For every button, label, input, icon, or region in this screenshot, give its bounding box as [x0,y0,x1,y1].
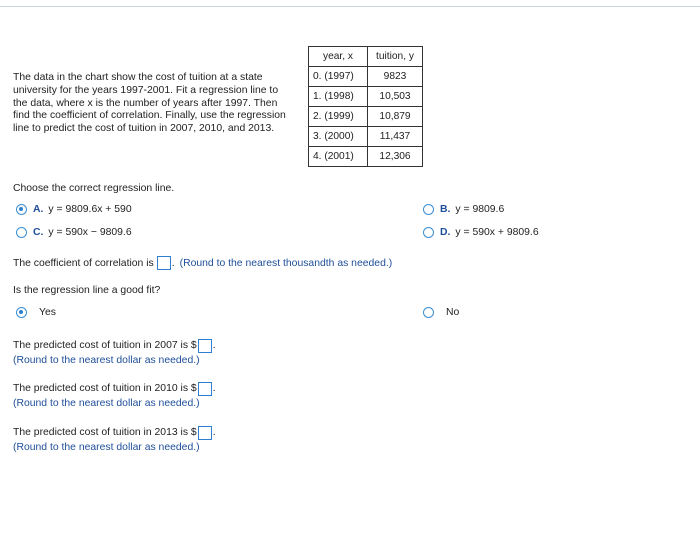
table-cell: 2. (1999) [309,107,368,127]
problem-line: university for the years 1997-2001. Fit a regression line to [13,84,279,96]
problem-line: The data in the chart show the cost of tuition at a state [13,72,263,83]
table-row [309,87,423,107]
option-letter: B. [440,204,451,215]
option-letter: A. [33,204,44,215]
period-text: . [171,257,175,269]
prediction-hint: (Round to the nearest dollar as needed.) [13,398,200,409]
table-cell: 4. (2001) [309,147,368,167]
tuition-data-table [308,46,423,167]
radio-icon[interactable] [423,227,434,238]
table-cell: 1. (1998) [309,87,368,107]
goodfit-yes-option[interactable] [16,307,56,318]
top-divider [0,6,700,7]
prediction-2007-input[interactable] [198,339,212,353]
prediction-label: The predicted cost of tuition in 2007 is $ [13,340,197,351]
radio-icon[interactable] [16,227,27,238]
period-text: . [212,383,216,394]
table-cell: 0. (1997) [309,67,368,87]
header-tuition: tuition, y [368,47,423,67]
option-letter: C. [33,227,44,238]
radio-selected-icon[interactable] [16,204,27,215]
option-text: y = 9809.6x + 590 [48,204,132,215]
option-text: y = 590x + 9809.6 [455,227,539,238]
option-c[interactable] [16,227,132,238]
radio-icon[interactable] [423,307,434,318]
period-text: . [212,340,216,351]
option-letter: D. [440,227,451,238]
correlation-input[interactable] [157,256,171,270]
table-row [309,67,423,87]
no-label: No [446,307,460,318]
option-d[interactable] [423,227,539,238]
table-row [309,107,423,127]
prediction-2013 [13,425,216,455]
correlation-hint: (Round to the nearest thousandth as needed.) [179,257,393,269]
problem-line: line to predict the cost of tuition in 2007, 2010, and 2013. [13,123,275,135]
period-text: . [212,427,216,438]
goodfit-no-option[interactable] [423,307,459,318]
problem-line: the data, where x is the number of years after 1997. Then [13,97,278,109]
prediction-2010 [13,381,216,411]
prediction-hint: (Round to the nearest dollar as needed.) [13,442,200,453]
option-a[interactable] [16,204,132,215]
table-cell: 12,306 [368,147,423,167]
table-cell: 10,879 [368,107,423,127]
table-cell: 9823 [368,67,423,87]
option-text: y = 590x − 9809.6 [48,227,132,238]
prediction-2007 [13,338,216,368]
table-cell: 3. (2000) [309,127,368,147]
table-row [309,147,423,167]
goodfit-question: Is the regression line a good fit? [13,285,161,296]
table-row [309,127,423,147]
table-cell: 11,437 [368,127,423,147]
prediction-hint: (Round to the nearest dollar as needed.) [13,355,200,366]
correlation-label: The coefficient of correlation is [13,257,154,269]
option-b[interactable] [423,204,504,215]
header-year: year, x [309,47,368,67]
radio-icon[interactable] [423,204,434,215]
regression-question: Choose the correct regression line. [13,183,175,194]
table-header-row [309,47,423,67]
table-cell: 10,503 [368,87,423,107]
correlation-row [13,256,392,270]
problem-statement [13,72,313,136]
prediction-2010-input[interactable] [198,382,212,396]
yes-label: Yes [39,307,56,318]
radio-selected-icon[interactable] [16,307,27,318]
problem-line: find the coefficient of correlation. Finally, use the regression [13,110,286,122]
prediction-2013-input[interactable] [198,426,212,440]
prediction-label: The predicted cost of tuition in 2013 is $ [13,427,197,438]
prediction-label: The predicted cost of tuition in 2010 is $ [13,383,197,394]
option-text: y = 9809.6 [455,204,505,215]
